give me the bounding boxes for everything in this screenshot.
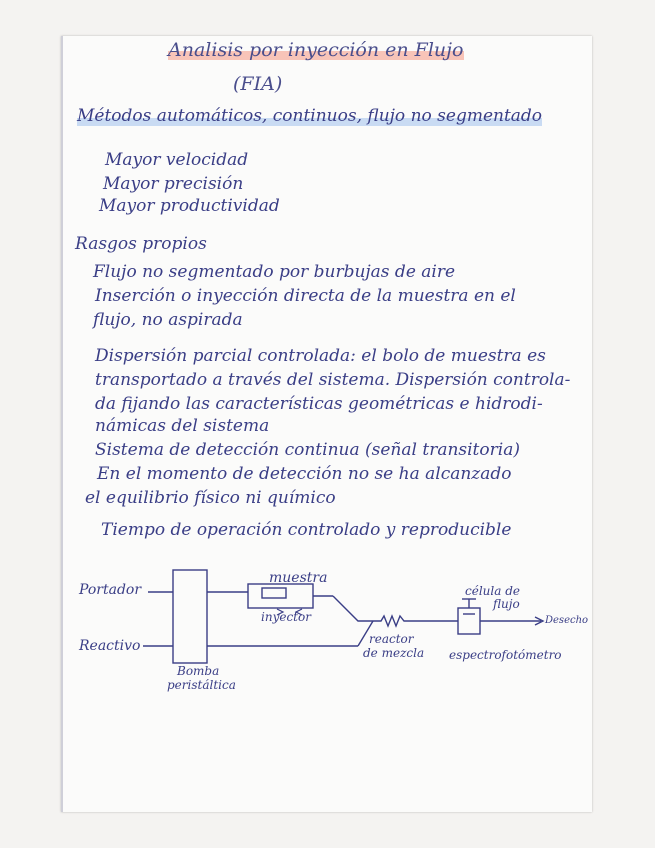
page-title: Analisis por inyección en Flujo — [168, 39, 464, 61]
diagram-label-espectrofotometro: espectrofotómetro — [449, 648, 562, 662]
feature-line: Sistema de detección continua (señal transitoria) — [95, 440, 520, 460]
advantage-item: Mayor precisión — [103, 174, 244, 194]
feature-line: el equilibrio físico ni químico — [85, 488, 336, 508]
feature-line: En el momento de detección no se ha alcanzado — [97, 464, 512, 484]
feature-line: Dispersión parcial controlada: el bolo de muestra es — [95, 346, 546, 366]
diagram-label-reactivo: Reactivo — [79, 638, 141, 654]
pump-rectangle — [173, 570, 207, 663]
page-subtitle: (FIA) — [233, 73, 283, 95]
feature-line: Inserción o inyección directa de la muestra en el — [95, 286, 516, 306]
diagram-label-inyector: inyector — [261, 610, 311, 624]
notebook-page — [61, 36, 592, 812]
diagram-label-peristaltica: peristáltica — [167, 678, 236, 692]
diagram-label-portador: Portador — [79, 582, 142, 598]
feature-line: da fijando las características geométricas e hidrodi- — [95, 394, 543, 414]
advantage-item: Mayor velocidad — [105, 150, 249, 170]
feature-line: Tiempo de operación controlado y reproducible — [101, 520, 512, 540]
advantage-item: Mayor productividad — [99, 196, 280, 216]
diagram-label-celula: célula de — [465, 584, 520, 598]
diagram-label-mezcla: de mezcla — [363, 646, 425, 660]
diagram-label-flujo: flujo — [493, 597, 520, 611]
diagram-label-desecho: Desecho — [545, 615, 589, 626]
feature-line: Flujo no segmentado por burbujas de aire — [93, 262, 456, 282]
diagram-label-reactor: reactor — [369, 632, 414, 646]
feature-line: námicas del sistema — [95, 416, 270, 436]
intro-line: Métodos automáticos, continuos, flujo no segmentado — [77, 106, 543, 126]
fia-diagram — [63, 36, 592, 812]
diagram-label-bomba: Bomba — [177, 664, 220, 678]
flow-cell — [458, 608, 480, 634]
section-heading: Rasgos propios — [75, 234, 207, 254]
feature-line: transportado a través del sistema. Dispersión controla- — [95, 370, 571, 390]
feature-line: flujo, no aspirada — [93, 310, 243, 330]
diagram-label-muestra: muestra — [269, 570, 328, 586]
